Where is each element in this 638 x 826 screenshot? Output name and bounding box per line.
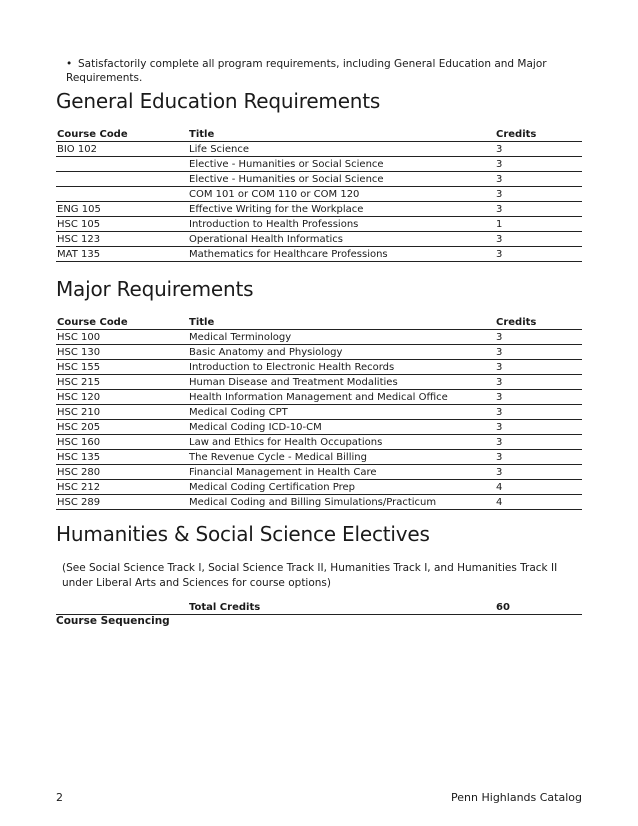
course-title-cell: Medical Coding CPT [188,405,495,420]
credits-cell: 3 [495,405,582,420]
credits-cell: 1 [495,217,582,232]
course-code-cell: ENG 105 [56,202,188,217]
major-requirements-heading: Major Requirements [56,277,254,301]
course-title-cell: Operational Health Informatics [188,232,495,247]
course-title-cell: Life Science [188,142,495,157]
course-code-cell: HSC 155 [56,360,188,375]
column-header-title: Title [188,127,495,142]
credits-cell: 3 [495,172,582,187]
intro-bullet [66,57,586,85]
credits-cell: 3 [495,330,582,345]
course-title-cell: Law and Ethics for Health Occupations [188,435,495,450]
catalog-name: Penn Highlands Catalog [451,791,582,804]
course-code-cell: HSC 215 [56,375,188,390]
total-credits-row [56,600,582,615]
course-code-cell: HSC 105 [56,217,188,232]
total-credits-label: Total Credits [188,600,495,615]
credits-cell: 3 [495,435,582,450]
bullet-dot: • [66,58,73,70]
course-title-cell: Human Disease and Treatment Modalities [188,375,495,390]
course-code-cell [56,172,188,187]
major-requirements-rows [56,330,582,510]
course-title-cell: Medical Terminology [188,330,495,345]
course-sequencing-label: Course Sequencing [56,615,170,627]
course-title-cell: Health Information Management and Medical Office [188,390,495,405]
table-header-row [56,315,582,330]
table-row [56,450,582,465]
credits-cell: 3 [495,187,582,202]
credits-cell: 3 [495,390,582,405]
course-title-cell: Elective - Humanities or Social Science [188,172,495,187]
course-code-cell: HSC 123 [56,232,188,247]
table-row [56,480,582,495]
credits-cell: 3 [495,232,582,247]
course-title-cell: Financial Management in Health Care [188,465,495,480]
table-row [56,435,582,450]
course-code-cell: HSC 120 [56,390,188,405]
column-header-course-code: Course Code [56,127,188,142]
course-title-cell: The Revenue Cycle - Medical Billing [188,450,495,465]
course-code-cell [56,157,188,172]
total-credits-spacer [56,600,188,615]
electives-note: (See Social Science Track I, Social Science Track II, Humanities Track I, and Humanities Track II under Liberal Arts and Sciences for course options) [62,562,558,589]
course-title-cell: Effective Writing for the Workplace [188,202,495,217]
course-title-cell: COM 101 or COM 110 or COM 120 [188,187,495,202]
table-row [56,232,582,247]
table-row [56,187,582,202]
course-code-cell: HSC 210 [56,405,188,420]
course-title-cell: Medical Coding ICD-10-CM [188,420,495,435]
course-title-cell: Basic Anatomy and Physiology [188,345,495,360]
column-header-course-code: Course Code [56,315,188,330]
table-row [56,345,582,360]
course-code-cell: HSC 212 [56,480,188,495]
credits-cell: 3 [495,450,582,465]
credits-cell: 4 [495,495,582,510]
electives-heading: Humanities & Social Science Electives [56,522,430,546]
table-row [56,202,582,217]
intro-bullet-text: Satisfactorily complete all program requirements, including General Education and Major Requirements. [66,58,547,84]
table-row [56,420,582,435]
credits-cell: 3 [495,157,582,172]
credits-cell: 3 [495,420,582,435]
course-code-cell: HSC 135 [56,450,188,465]
course-code-cell: HSC 130 [56,345,188,360]
credits-cell: 3 [495,345,582,360]
table-row [56,405,582,420]
table-row [56,390,582,405]
general-education-rows [56,142,582,262]
course-code-cell: HSC 205 [56,420,188,435]
credits-cell: 3 [495,375,582,390]
course-code-cell: HSC 160 [56,435,188,450]
table-row [56,142,582,157]
credits-cell: 3 [495,247,582,262]
credits-cell: 3 [495,465,582,480]
credits-cell: 4 [495,480,582,495]
column-header-credits: Credits [495,127,582,142]
credits-cell: 3 [495,142,582,157]
table-row [56,495,582,510]
course-code-cell: HSC 100 [56,330,188,345]
page-number: 2 [56,791,63,804]
table-row [56,330,582,345]
table-row [56,375,582,390]
course-title-cell: Mathematics for Healthcare Professions [188,247,495,262]
course-title-cell: Medical Coding Certification Prep [188,480,495,495]
course-title-cell: Introduction to Electronic Health Records [188,360,495,375]
table-row [56,217,582,232]
general-education-table [56,127,582,262]
course-code-cell: BIO 102 [56,142,188,157]
credits-cell: 3 [495,202,582,217]
column-header-title: Title [188,315,495,330]
table-row [56,172,582,187]
general-education-heading: General Education Requirements [56,89,381,113]
course-title-cell: Introduction to Health Professions [188,217,495,232]
course-title-cell: Medical Coding and Billing Simulations/Practicum [188,495,495,510]
table-row [56,360,582,375]
table-row [56,247,582,262]
credits-cell: 3 [495,360,582,375]
course-title-cell: Elective - Humanities or Social Science [188,157,495,172]
course-code-cell: MAT 135 [56,247,188,262]
course-code-cell: HSC 289 [56,495,188,510]
course-code-cell: HSC 280 [56,465,188,480]
total-credits-table [56,600,582,615]
course-code-cell [56,187,188,202]
total-credits-value: 60 [495,600,582,615]
column-header-credits: Credits [495,315,582,330]
table-row [56,465,582,480]
major-requirements-table [56,315,582,510]
table-row [56,157,582,172]
table-header-row [56,127,582,142]
